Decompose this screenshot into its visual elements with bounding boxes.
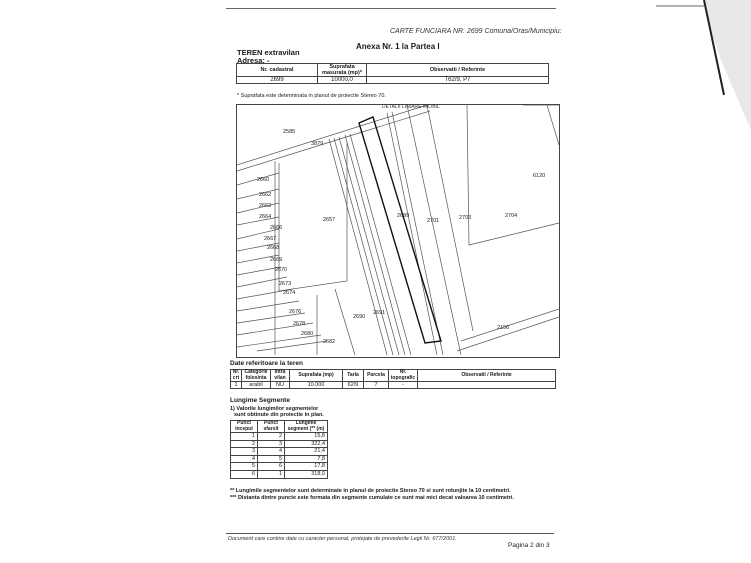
col-nr-topografic: Nr. topografic [389,370,418,382]
map-label-2669: 2669 [270,257,283,263]
table-row [231,448,328,456]
col-punct-inceput: Punct inceput [231,421,258,433]
map-label-2156: 2156 [497,325,510,331]
cell-length: 21,4 [285,448,328,456]
col-nr-crt: Nr. crt [231,370,242,382]
cell-start: 1 [231,433,258,441]
anexa-title: Anexa Nr. 1 la Partea I [356,42,440,51]
col-parcela: Parcela [364,370,389,382]
cell-length: 318,0 [285,470,328,478]
table-row [231,463,328,471]
cell-length: 7,8 [285,455,328,463]
cell-start: 4 [231,455,258,463]
map-label-2670: 2670 [275,267,288,273]
cell-observatii-teren [418,382,556,389]
col-suprafata-teren: Suprafata (mp) [290,370,343,382]
map-label-6120: 6120 [533,173,546,179]
col-observatii: Observatii / Referinte [367,64,549,77]
map-label-2690: 2690 [353,314,366,320]
cadastral-map [236,104,560,358]
cell-suprafata-teren: 10.000 [290,382,343,389]
cell-end: 2 [258,433,285,441]
cell-end: 5 [258,455,285,463]
cell-length: 17,8 [285,463,328,471]
page-edge-shadow [536,0,751,130]
map-label-2682: 2682 [323,339,336,345]
segments-note-b: *** Distanta dintre puncte este formata din segmente cumulate ce sunt mai mici decat valoarea 10 centimetri. [230,495,514,501]
map-label-2673: 2673 [279,281,292,287]
col-categorie: Categorie folosinta [242,370,271,382]
cell-end: 4 [258,448,285,456]
col-nr-cadastral: Nr. cadastral [237,64,318,77]
cell-nr-crt: 1 [231,382,242,389]
map-detail-label: DETALII LINIARE IMOBIL [382,104,440,110]
table-row [231,440,328,448]
cell-end: 6 [258,463,285,471]
map-label-2657: 2657 [323,217,336,223]
teren-table [230,369,556,389]
cell-length: 15,8 [285,433,328,441]
map-label-2660: 2660 [257,177,270,183]
page-number: Pagina 2 din 3 [508,542,550,549]
col-punct-sfarsit: Punct sfarsit [258,421,285,433]
col-observatii-teren: Observatii / Referinte [418,370,556,382]
cell-nr-cadastral: 2699 [237,77,318,84]
cell-tarla: 62/9 [343,382,364,389]
cell-end: 3 [258,440,285,448]
map-label-2701: 2701 [427,218,440,224]
segments-subtitle-2: sunt obtinute din proiectie in plan. [234,412,324,418]
cf-header: CARTE FUNCIARA NR. 2699 Comuna/Oras/Municipiu: [390,28,562,35]
map-label-2704: 2704 [505,213,518,219]
map-label-2676: 2676 [289,309,302,315]
cell-length: 322,4 [285,440,328,448]
map-label-2664: 2664 [259,214,272,220]
stereo-note: * Suprafata este determinata in planul de proiectie Stereo 70. [237,93,386,99]
cell-start: 6 [231,470,258,478]
table-row [231,455,328,463]
segments-subtitle-1: 1) Valorile lungimilor segmentelor [230,406,319,412]
map-label-2703: 2703 [459,215,472,221]
map-label-2668: 2668 [267,245,280,251]
parcel-table [236,63,549,84]
cell-nr-topografic: - [389,382,418,389]
map-label-2674: 2674 [283,290,296,296]
map-drawing [237,105,559,357]
footer-privacy-note: Document care contine date cu caracter personal, protejate de prevederile Legii Nr. 677/2001. [228,536,457,542]
cell-start: 3 [231,448,258,456]
cell-observatii: T62/9, P7 [367,77,549,84]
map-label-2699: 2699 [397,213,410,219]
map-label-2663: 2663 [259,203,272,209]
col-intravilan: Intra vilan [271,370,290,382]
col-suprafata: Suprafata masurata (mp)* [318,64,367,77]
map-label-2678: 2678 [293,321,306,327]
adresa-label: Adresa: - [237,56,270,65]
map-label-2666: 2666 [270,225,283,231]
cell-end: 1 [258,470,285,478]
segments-title: Lungime Segmente [230,397,290,404]
col-lungime: Lungime segment (** (m) [285,421,328,433]
segments-table [230,420,328,479]
map-label-3879: 3879 [311,141,324,147]
map-label-2585: 2585 [283,129,296,135]
map-label-2662: 2662 [259,192,272,198]
cell-parcela: 7 [364,382,389,389]
map-label-2691: 2691 [373,310,386,316]
cell-categorie: arabil [242,382,271,389]
top-border-line [226,8,556,9]
cell-intravilan: NU [271,382,290,389]
table-row [231,470,328,478]
segments-note-a: ** Lungimile segmentelor sunt determinate in planul de proiectie Stereo 70 si sunt rotunjite la 10 centimetri. [230,488,511,494]
teren-label: TEREN extravilan [237,48,300,57]
cell-suprafata: 10000,0 [318,77,367,84]
table-row [231,433,328,441]
cell-start: 2 [231,440,258,448]
teren-section-title: Date referitoare la teren [230,360,303,367]
map-label-2680: 2680 [301,331,314,337]
footer-divider [226,533,554,534]
col-tarla: Tarla [343,370,364,382]
map-label-2667: 2667 [264,236,277,242]
cell-start: 5 [231,463,258,471]
